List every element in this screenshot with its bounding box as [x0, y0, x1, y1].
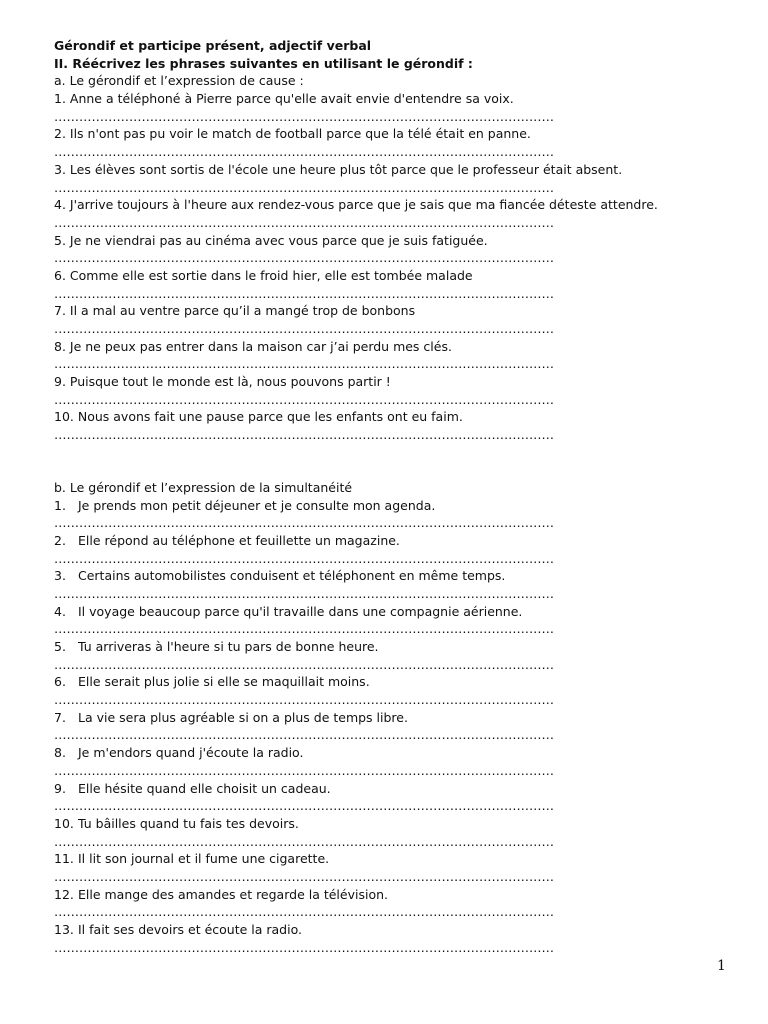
answer-line[interactable]: ………………………………………………………………………………………………………… — [54, 692, 554, 708]
answer-line[interactable]: ………………………………………………………………………………………………………… — [54, 621, 554, 637]
answer-line[interactable]: ………………………………………………………………………………………………………… — [54, 727, 554, 743]
sentence-text: Je prends mon petit déjeuner et je consulte mon agenda. — [78, 497, 436, 513]
item-number: 9. — [54, 780, 66, 796]
sentence-text: Tu arriveras à l'heure si tu pars de bonne heure. — [78, 639, 379, 654]
sentence-text: Tu bâilles quand tu fais tes devoirs. — [78, 815, 299, 831]
exercise-sentence: 8. Je ne peux pas entrer dans la maison car j’ai perdu mes clés. — [54, 338, 452, 354]
answer-line[interactable]: ………………………………………………………………………………………………………… — [54, 108, 554, 124]
exercise-sentence — [54, 850, 754, 868]
answer-line[interactable]: ………………………………………………………………………………………………………… — [54, 321, 554, 336]
section-spacer — [54, 444, 754, 479]
section-b-list — [54, 497, 754, 957]
exercise-sentence: 4. J'arrive toujours à l'heure aux rendez-vous parce que je sais que ma fiancée déteste attendre. — [54, 197, 658, 213]
section-a-heading: a. Le gérondif et l’expression de cause : — [54, 73, 304, 89]
item-number: 8. — [54, 745, 66, 761]
sentence-text: Elle hésite quand elle choisit un cadeau. — [78, 780, 331, 796]
answer-line[interactable]: ………………………………………………………………………………………………………… — [54, 427, 554, 443]
section-a-list — [54, 90, 754, 444]
exercise-sentence — [54, 603, 754, 621]
exercise-sentence — [54, 709, 754, 727]
answer-line[interactable]: ………………………………………………………………………………………………………… — [54, 144, 554, 160]
answer-line[interactable]: ………………………………………………………………………………………………………… — [54, 762, 554, 778]
answer-line[interactable]: ………………………………………………………………………………………………………… — [54, 250, 554, 266]
answer-line[interactable]: ………………………………………………………………………………………………………… — [54, 868, 554, 884]
exercise-sentence: 1. Anne a téléphoné à Pierre parce qu'elle avait envie d'entendre sa voix. — [54, 91, 514, 107]
item-number: 3. — [54, 568, 66, 584]
answer-line[interactable]: ………………………………………………………………………………………………………… — [54, 391, 554, 407]
answer-line[interactable]: ………………………………………………………………………………………………………… — [54, 656, 554, 672]
exercise-instruction: II. Réécrivez les phrases suivantes en utilisant le gérondif : — [54, 55, 473, 71]
sentence-text: Il lit son journal et il fume une cigarette. — [78, 851, 330, 867]
item-number: 7. — [54, 709, 66, 725]
exercise-sentence — [54, 673, 754, 691]
answer-line[interactable]: ………………………………………………………………………………………………………… — [54, 833, 554, 849]
item-number: 1. — [54, 497, 66, 513]
answer-line[interactable]: ………………………………………………………………………………………………………… — [54, 904, 554, 920]
exercise-sentence — [54, 815, 754, 833]
exercise-sentence: 5. Je ne viendrai pas au cinéma avec vous parce que je suis fatiguée. — [54, 232, 488, 248]
item-number: 10. — [54, 815, 74, 831]
sentence-text: Certains automobilistes conduisent et téléphonent en même temps. — [78, 568, 506, 584]
answer-line[interactable]: ………………………………………………………………………………………………………… — [54, 214, 554, 230]
page-number: 1 — [717, 958, 726, 974]
sentence-text: Elle répond au téléphone et feuillette un magazine. — [78, 532, 400, 548]
exercise-sentence: 9. Puisque tout le monde est là, nous pouvons partir ! — [54, 374, 391, 390]
item-number: 2. — [54, 532, 66, 548]
item-number: 13. — [54, 922, 74, 937]
document-title: Gérondif et participe présent, adjectif verbal — [54, 38, 372, 53]
answer-line[interactable]: ………………………………………………………………………………………………………… — [54, 179, 554, 195]
exercise-sentence — [54, 886, 754, 904]
answer-line[interactable]: ………………………………………………………………………………………………………… — [54, 585, 554, 601]
answer-line[interactable]: ………………………………………………………………………………………………………… — [54, 939, 554, 955]
exercise-sentence: 3. Les élèves sont sortis de l'école une heure plus tôt parce que le professeur était absent. — [54, 161, 623, 177]
answer-line[interactable]: ………………………………………………………………………………………………………… — [54, 356, 554, 372]
sentence-text: Il voyage beaucoup parce qu'il travaille dans une compagnie aérienne. — [78, 603, 523, 619]
sentence-text: Elle serait plus jolie si elle se maquillait moins. — [78, 674, 370, 690]
item-number: 4. — [54, 603, 66, 619]
exercise-sentence: 7. Il a mal au ventre parce qu’il a mangé trop de bonbons — [54, 303, 416, 319]
answer-line[interactable]: ………………………………………………………………………………………………………… — [54, 550, 554, 566]
exercise-sentence — [54, 497, 754, 515]
sentence-text: Je m'endors quand j'écoute la radio. — [78, 745, 304, 761]
sentence-text: Il fait ses devoirs et écoute la radio. — [78, 922, 302, 937]
exercise-sentence: 10. Nous avons fait une pause parce que les enfants ont eu faim. — [54, 409, 463, 425]
item-number: 6. — [54, 674, 66, 690]
exercise-sentence — [54, 567, 754, 585]
sentence-text: Elle mange des amandes et regarde la télévision. — [78, 886, 388, 902]
item-number: 5. — [54, 639, 66, 654]
exercise-sentence — [54, 744, 754, 762]
worksheet-content — [54, 37, 754, 956]
item-number: 11. — [54, 851, 74, 867]
section-b-heading: b. Le gérondif et l’expression de la simultanéité — [54, 479, 353, 495]
answer-line[interactable]: ………………………………………………………………………………………………………… — [54, 515, 554, 531]
exercise-sentence: 6. Comme elle est sortie dans le froid hier, elle est tombée malade — [54, 267, 473, 283]
exercise-sentence — [54, 921, 754, 939]
exercise-sentence: 2. Ils n'ont pas pu voir le match de football parce que la télé était en panne. — [54, 126, 531, 142]
exercise-sentence — [54, 780, 754, 798]
answer-line[interactable]: ………………………………………………………………………………………………………… — [54, 285, 554, 301]
item-number: 12. — [54, 886, 74, 902]
exercise-sentence — [54, 638, 754, 656]
exercise-sentence — [54, 532, 754, 550]
sentence-text: La vie sera plus agréable si on a plus de temps libre. — [78, 709, 408, 725]
answer-line[interactable]: ………………………………………………………………………………………………………… — [54, 798, 554, 814]
